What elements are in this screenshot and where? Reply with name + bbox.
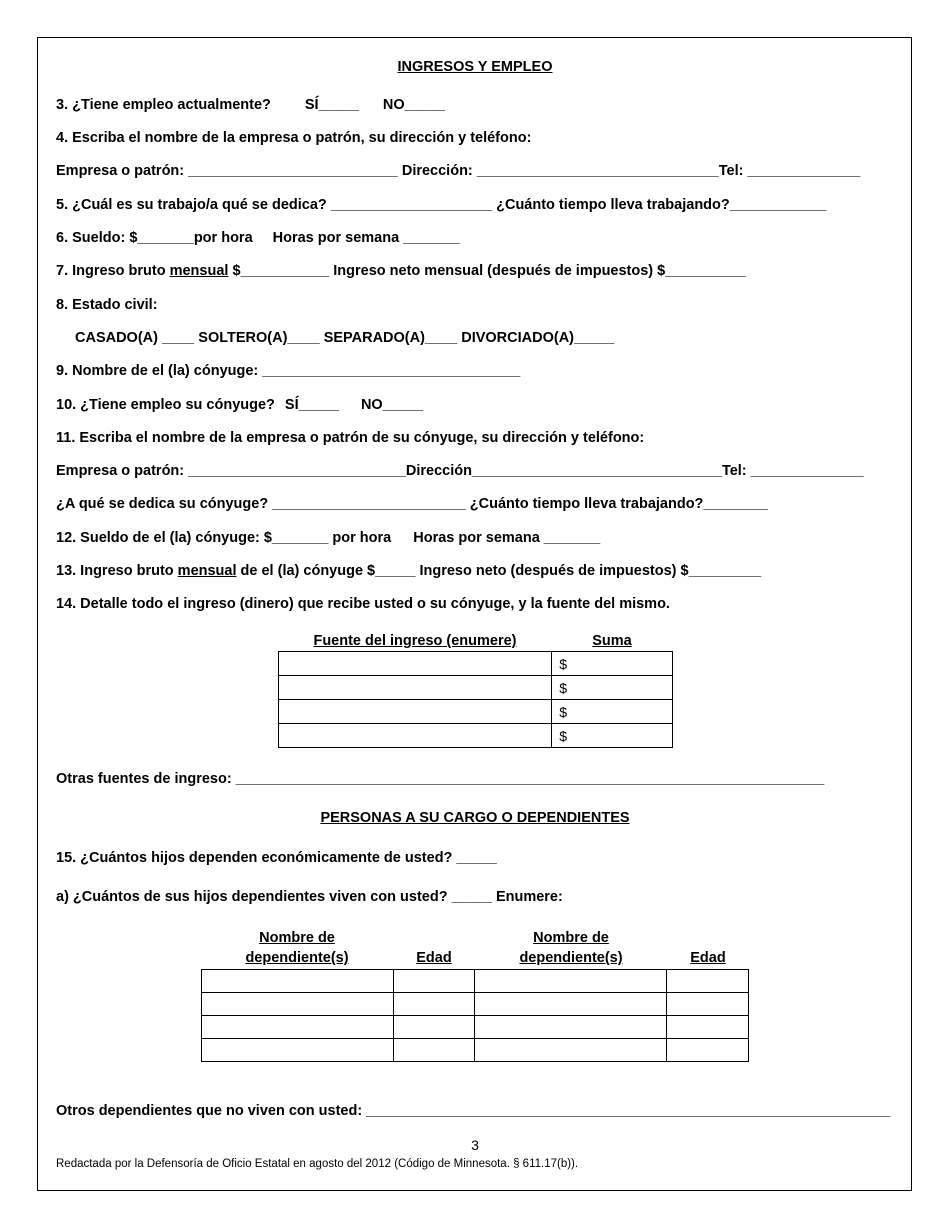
- dep-col-name-1-header: Nombre de dependiente(s): [245, 930, 349, 966]
- q12-wage-field[interactable]: 12. Sueldo de el (la) cónyuge: $_______ por hora: [56, 530, 392, 546]
- table-row: [279, 676, 673, 700]
- other-income-field[interactable]: Otras fuentes de ingreso: _________________________________________________________________________: [56, 771, 825, 787]
- income-amount-cell[interactable]: $: [552, 676, 673, 700]
- question-15a[interactable]: a) ¿Cuántos de sus hijos dependientes viven con usted? _____ Enumere:: [56, 889, 563, 905]
- footer-note: Redactada por la Defensoría de Oficio Estatal en agosto del 2012 (Código de Minnesota. § 611.17(b)).: [56, 1158, 579, 1170]
- dep-age-cell[interactable]: [393, 970, 475, 993]
- q4-address-field[interactable]: Dirección: ______________________________: [401, 163, 719, 179]
- income-col-source-header: Fuente del ingreso (enumere): [313, 633, 517, 649]
- q10-no[interactable]: NO_____: [360, 397, 424, 413]
- dependents-table: [201, 969, 749, 1062]
- dep-name-cell[interactable]: [202, 993, 394, 1016]
- marital-status-options[interactable]: CASADO(A) ____ SOLTERO(A)____ SEPARADO(A)____ DIVORCIADO(A)_____: [75, 330, 615, 346]
- dep-age-cell[interactable]: [667, 970, 749, 993]
- table-row: [279, 700, 673, 724]
- dep-name-cell[interactable]: [475, 993, 667, 1016]
- question-11: 11. Escriba el nombre de la empresa o patrón de su cónyuge, su dirección y teléfono:: [56, 430, 645, 446]
- dep-name-cell[interactable]: [475, 1016, 667, 1039]
- q5-job-field[interactable]: 5. ¿Cuál es su trabajo/a qué se dedica? ____________________: [56, 197, 493, 213]
- income-col-amount-header: Suma: [592, 633, 632, 649]
- income-amount-cell[interactable]: $: [552, 652, 673, 676]
- q12-hours-field[interactable]: Horas por semana _______: [413, 530, 601, 546]
- table-row: [279, 652, 673, 676]
- q4-employer-field[interactable]: Empresa o patrón: __________________________: [56, 163, 398, 179]
- income-source-cell[interactable]: [279, 652, 552, 676]
- question-10: [56, 397, 423, 413]
- question-7[interactable]: 7. Ingreso bruto mensual $___________ Ingreso neto mensual (después de impuestos) $__________: [56, 263, 746, 279]
- dep-name-cell[interactable]: [202, 1039, 394, 1062]
- income-amount-cell[interactable]: $: [552, 724, 673, 748]
- q6-hours-field[interactable]: Horas por semana _______: [272, 230, 460, 246]
- question-4: 4. Escriba el nombre de la empresa o patrón, su dirección y teléfono:: [56, 130, 532, 146]
- dep-name-cell[interactable]: [202, 970, 394, 993]
- q11-employer-field[interactable]: Empresa o patrón: ___________________________Dirección_______________________________Tel: ______________: [56, 463, 864, 479]
- question-3: [56, 97, 445, 113]
- dep-col-name-2-header: Nombre de dependiente(s): [519, 930, 623, 966]
- question-6: [56, 230, 460, 246]
- question-14: 14. Detalle todo el ingreso (dinero) que recibe usted o su cónyuge, y la fuente del mismo.: [56, 596, 670, 612]
- table-row: [202, 970, 749, 993]
- dep-col-age-2-header: Edad: [690, 950, 726, 966]
- table-row: [202, 993, 749, 1016]
- q4-tel-field[interactable]: Tel: ______________: [718, 163, 861, 179]
- page-number: 3: [471, 1137, 479, 1153]
- table-row: [279, 724, 673, 748]
- q3-yes[interactable]: SÍ_____: [304, 97, 359, 113]
- q11-job-field[interactable]: ¿A qué se dedica su cónyuge? ________________________ ¿Cuánto tiempo lleva trabajando?________: [56, 496, 768, 512]
- income-amount-cell[interactable]: $: [552, 700, 673, 724]
- table-row: [202, 1016, 749, 1039]
- dep-age-cell[interactable]: [393, 993, 475, 1016]
- q4-fields: [56, 163, 860, 179]
- dep-age-cell[interactable]: [667, 993, 749, 1016]
- dep-age-cell[interactable]: [667, 1039, 749, 1062]
- q3-label: 3. ¿Tiene empleo actualmente?: [56, 97, 271, 113]
- heading-dependents: PERSONAS A SU CARGO O DEPENDIENTES: [320, 810, 630, 826]
- income-source-cell[interactable]: [279, 700, 552, 724]
- question-12: [56, 530, 600, 546]
- dep-age-cell[interactable]: [667, 1016, 749, 1039]
- q10-yes[interactable]: SÍ_____: [284, 397, 339, 413]
- dep-col-age-1-header: Edad: [416, 950, 452, 966]
- dep-age-cell[interactable]: [393, 1016, 475, 1039]
- question-8: 8. Estado civil:: [56, 297, 158, 313]
- question-13[interactable]: 13. Ingreso bruto mensual de el (la) cónyuge $_____ Ingreso neto (después de impuestos) $_________: [56, 563, 762, 579]
- table-row: [202, 1039, 749, 1062]
- heading-income: INGRESOS Y EMPLEO: [397, 59, 553, 75]
- dep-name-cell[interactable]: [475, 970, 667, 993]
- q3-no[interactable]: NO_____: [382, 97, 445, 113]
- question-5: [56, 197, 827, 213]
- question-9[interactable]: 9. Nombre de el (la) cónyuge: ________________________________: [56, 363, 521, 379]
- dep-name-cell[interactable]: [475, 1039, 667, 1062]
- dep-name-cell[interactable]: [202, 1016, 394, 1039]
- q5-duration-field[interactable]: ¿Cuánto tiempo lleva trabajando?____________: [496, 197, 827, 213]
- q6-wage-field[interactable]: 6. Sueldo: $_______por hora: [56, 230, 253, 246]
- q10-label: 10. ¿Tiene empleo su cónyuge?: [56, 397, 275, 413]
- other-dependents-field[interactable]: Otros dependientes que no viven con usted: _________________________________________________________________: [56, 1103, 891, 1119]
- income-table: [278, 651, 673, 748]
- income-source-cell[interactable]: [279, 724, 552, 748]
- question-15[interactable]: 15. ¿Cuántos hijos dependen económicamente de usted? _____: [56, 850, 497, 866]
- dep-age-cell[interactable]: [393, 1039, 475, 1062]
- income-source-cell[interactable]: [279, 676, 552, 700]
